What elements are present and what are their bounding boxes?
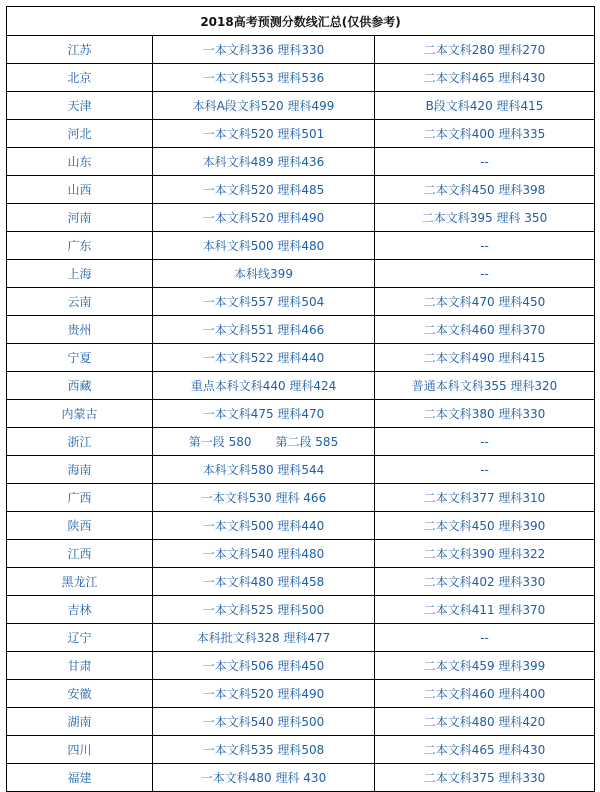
table-row — [7, 456, 595, 484]
province-cell: 山东 — [7, 148, 153, 176]
table-row — [7, 120, 595, 148]
table-row — [7, 428, 595, 456]
second-tier-cell: 二本文科480 理科420 — [375, 708, 595, 736]
second-tier-cell: 二本文科377 理科310 — [375, 484, 595, 512]
table-body — [7, 36, 595, 792]
table-row — [7, 680, 595, 708]
second-tier-cell: 二本文科400 理科335 — [375, 120, 595, 148]
score-table — [6, 6, 595, 792]
province-cell: 辽宁 — [7, 624, 153, 652]
province-cell: 宁夏 — [7, 344, 153, 372]
first-tier-cell: 一本文科506 理科450 — [153, 652, 375, 680]
table-row — [7, 568, 595, 596]
table-row — [7, 512, 595, 540]
table-row — [7, 400, 595, 428]
table-row — [7, 372, 595, 400]
second-tier-cell: 二本文科450 理科390 — [375, 512, 595, 540]
first-tier-cell: 重点本科文科440 理科424 — [153, 372, 375, 400]
table-row — [7, 64, 595, 92]
second-tier-cell: 二本文科450 理科398 — [375, 176, 595, 204]
first-tier-cell: 本科批文科328 理科477 — [153, 624, 375, 652]
first-tier-cell: 一本文科540 理科480 — [153, 540, 375, 568]
second-tier-cell: 二本文科390 理科322 — [375, 540, 595, 568]
second-tier-cell: -- — [375, 260, 595, 288]
province-cell: 云南 — [7, 288, 153, 316]
first-tier-cell: 一本文科520 理科490 — [153, 204, 375, 232]
table-row — [7, 288, 595, 316]
province-cell: 陕西 — [7, 512, 153, 540]
second-tier-cell: 二本文科490 理科415 — [375, 344, 595, 372]
table-title: 2018高考预测分数线汇总(仅供参考) — [7, 7, 595, 36]
second-tier-cell: 二本文科460 理科370 — [375, 316, 595, 344]
table-row — [7, 316, 595, 344]
province-cell: 江西 — [7, 540, 153, 568]
table-row — [7, 92, 595, 120]
first-tier-cell: 一本文科522 理科440 — [153, 344, 375, 372]
table-row — [7, 484, 595, 512]
province-cell: 海南 — [7, 456, 153, 484]
first-tier-cell: 一本文科557 理科504 — [153, 288, 375, 316]
table-title-row — [7, 7, 595, 36]
second-tier-cell: -- — [375, 428, 595, 456]
province-cell: 江苏 — [7, 36, 153, 64]
first-tier-cell: 一本文科520 理科485 — [153, 176, 375, 204]
second-tier-cell: 二本文科460 理科400 — [375, 680, 595, 708]
second-tier-cell: 二本文科465 理科430 — [375, 736, 595, 764]
first-tier-cell: 一本文科480 理科458 — [153, 568, 375, 596]
first-tier-cell: 本科文科500 理科480 — [153, 232, 375, 260]
second-tier-cell: -- — [375, 624, 595, 652]
first-tier-cell: 一本文科520 理科490 — [153, 680, 375, 708]
second-tier-cell: -- — [375, 232, 595, 260]
second-tier-cell: -- — [375, 456, 595, 484]
table-row — [7, 624, 595, 652]
second-tier-cell: 二本文科395 理科 350 — [375, 204, 595, 232]
first-tier-cell: 本科线399 — [153, 260, 375, 288]
province-cell: 山西 — [7, 176, 153, 204]
second-tier-cell: 二本文科465 理科430 — [375, 64, 595, 92]
province-cell: 广东 — [7, 232, 153, 260]
first-tier-cell: 一本文科480 理科 430 — [153, 764, 375, 792]
first-tier-cell: 本科A段文科520 理科499 — [153, 92, 375, 120]
second-tier-cell: -- — [375, 148, 595, 176]
province-cell: 贵州 — [7, 316, 153, 344]
table-row — [7, 764, 595, 792]
first-tier-cell: 第一段 580 第二段 585 — [153, 428, 375, 456]
table-row — [7, 540, 595, 568]
second-tier-cell: B段文科420 理科415 — [375, 92, 595, 120]
province-cell: 内蒙古 — [7, 400, 153, 428]
first-tier-cell: 一本文科535 理科508 — [153, 736, 375, 764]
first-tier-cell: 一本文科520 理科501 — [153, 120, 375, 148]
province-cell: 福建 — [7, 764, 153, 792]
table-row — [7, 344, 595, 372]
first-tier-cell: 一本文科530 理科 466 — [153, 484, 375, 512]
province-cell: 湖南 — [7, 708, 153, 736]
table-row — [7, 652, 595, 680]
second-tier-cell: 二本文科380 理科330 — [375, 400, 595, 428]
first-tier-cell: 一本文科551 理科466 — [153, 316, 375, 344]
second-tier-cell: 二本文科411 理科370 — [375, 596, 595, 624]
first-tier-cell: 本科文科489 理科436 — [153, 148, 375, 176]
table-row — [7, 596, 595, 624]
first-tier-cell: 一本文科525 理科500 — [153, 596, 375, 624]
second-tier-cell: 二本文科459 理科399 — [375, 652, 595, 680]
second-tier-cell: 二本文科470 理科450 — [375, 288, 595, 316]
first-tier-cell: 一本文科553 理科536 — [153, 64, 375, 92]
province-cell: 吉林 — [7, 596, 153, 624]
first-tier-cell: 一本文科336 理科330 — [153, 36, 375, 64]
province-cell: 河南 — [7, 204, 153, 232]
province-cell: 安徽 — [7, 680, 153, 708]
table-row — [7, 204, 595, 232]
table-row — [7, 232, 595, 260]
second-tier-cell: 二本文科280 理科270 — [375, 36, 595, 64]
province-cell: 广西 — [7, 484, 153, 512]
province-cell: 甘肃 — [7, 652, 153, 680]
first-tier-cell: 一本文科500 理科440 — [153, 512, 375, 540]
first-tier-cell: 一本文科475 理科470 — [153, 400, 375, 428]
first-tier-cell: 本科文科580 理科544 — [153, 456, 375, 484]
second-tier-cell: 普通本科文科355 理科320 — [375, 372, 595, 400]
first-tier-cell: 一本文科540 理科500 — [153, 708, 375, 736]
province-cell: 北京 — [7, 64, 153, 92]
table-row — [7, 260, 595, 288]
table-row — [7, 736, 595, 764]
province-cell: 天津 — [7, 92, 153, 120]
second-tier-cell: 二本文科402 理科330 — [375, 568, 595, 596]
second-tier-cell: 二本文科375 理科330 — [375, 764, 595, 792]
province-cell: 西藏 — [7, 372, 153, 400]
table-row — [7, 148, 595, 176]
table-row — [7, 36, 595, 64]
province-cell: 黑龙江 — [7, 568, 153, 596]
table-row — [7, 708, 595, 736]
province-cell: 上海 — [7, 260, 153, 288]
province-cell: 浙江 — [7, 428, 153, 456]
table-row — [7, 176, 595, 204]
province-cell: 四川 — [7, 736, 153, 764]
province-cell: 河北 — [7, 120, 153, 148]
